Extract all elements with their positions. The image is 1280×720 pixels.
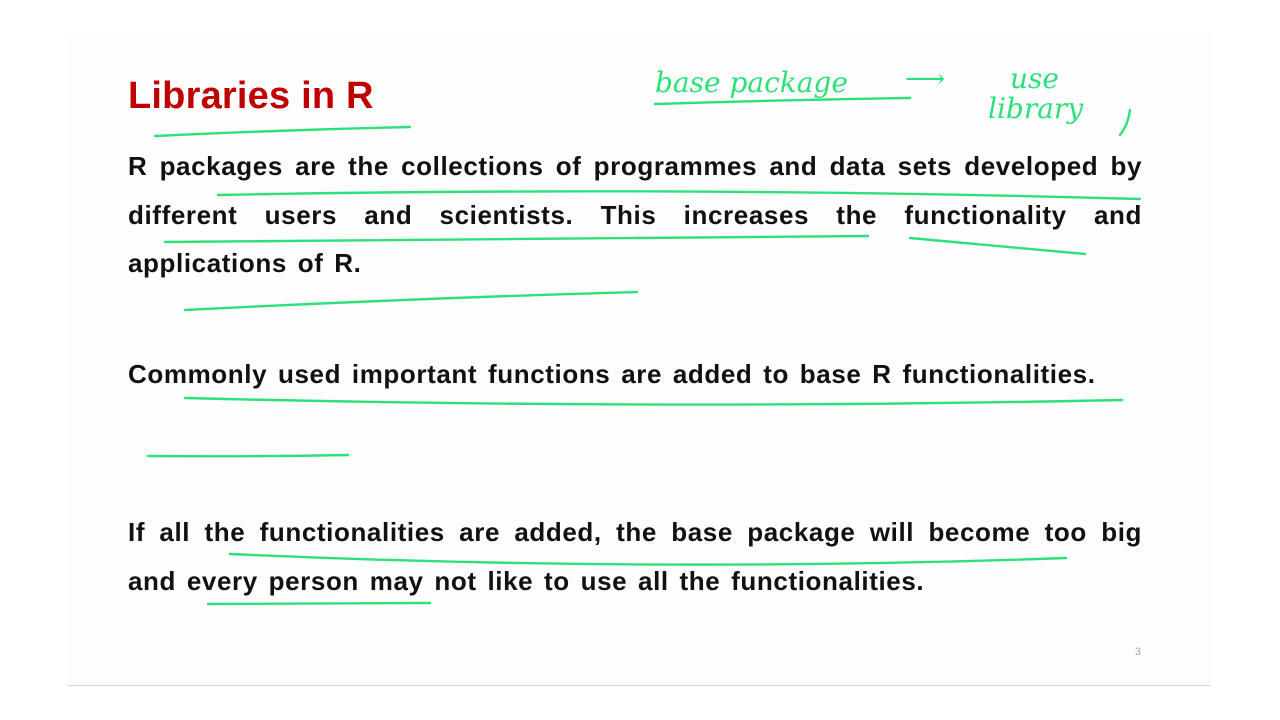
paragraph-base-functions: Commonly used important functions are added to base R functionalities. xyxy=(128,359,1096,389)
note-library: library xyxy=(988,92,1084,125)
note-base-package: base package xyxy=(655,66,848,99)
paragraph-packages: R packages are the collections of programmes and data sets developed by different users and scientists. This increases the functionality and applications of R. xyxy=(128,151,1142,278)
arrow-icon: ⟶ xyxy=(905,62,946,95)
note-use: use xyxy=(1010,62,1059,95)
paragraph-package-size: If all the functionalities are added, the base package will become too big and every person may not like to use all the functionalities. xyxy=(128,517,1142,596)
page-number: 3 xyxy=(1134,646,1142,658)
slide-title: Libraries in R xyxy=(128,75,374,117)
